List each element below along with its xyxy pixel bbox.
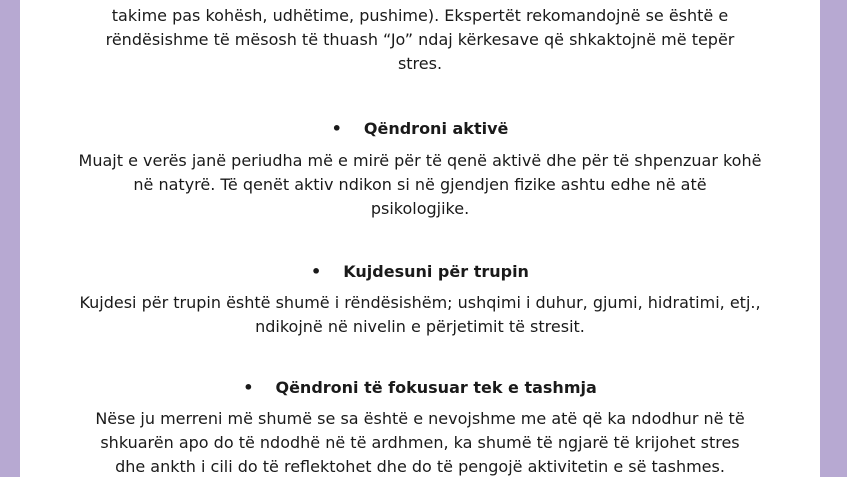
- paragraph-line: Muajt e verës janë periudha më e mirë për të qenë aktivë dhe për të shpenzuar kohë: [78, 151, 762, 170]
- bullet-icon: •: [311, 262, 322, 281]
- paragraph-line: Nëse ju merreni më shumë se sa është e nevojshme me atë që ka ndodhur në të: [95, 409, 745, 428]
- paragraph-line: shkuarën apo do të ndodhë në të ardhmen, ka shumë të ngjarë të krijohet stres: [100, 433, 740, 452]
- intro-line-2: rëndësishme të mësosh të thuash “Jo” ndaj kërkesave që shkaktojnë më tepër: [105, 30, 735, 49]
- section-heading-active: [20, 117, 820, 141]
- document-page: [20, 0, 820, 477]
- paragraph-line: psikologjike.: [370, 199, 470, 218]
- paragraph-line: ndikojnë në nivelin e përjetimit të stresit.: [255, 317, 585, 336]
- section-heading-body: [20, 260, 820, 284]
- paragraph-line: Kujdesi për trupin është shumë i rëndësishëm; ushqimi i duhur, gjumi, hidratimi, etj.,: [79, 293, 761, 312]
- paragraph-line: në natyrë. Të qenët aktiv ndikon si në gjendjen fizike ashtu edhe në atë: [133, 175, 707, 194]
- intro-line-3: stres.: [397, 54, 443, 73]
- section-heading-present: [20, 376, 820, 400]
- section-paragraph-active: [20, 149, 820, 221]
- bullet-icon: •: [331, 119, 342, 138]
- section-title-body: Kujdesuni për trupin: [343, 262, 529, 281]
- bullet-icon: •: [243, 378, 254, 397]
- section-title-active: Qëndroni aktivë: [363, 119, 509, 138]
- intro-line-1: takime pas kohësh, udhëtime, pushime). Ekspertët rekomandojnë se është e: [111, 6, 729, 25]
- section-title-present: Qëndroni të fokusuar tek e tashmja: [275, 378, 597, 397]
- intro-paragraph: [20, 4, 820, 76]
- section-paragraph-present: [20, 407, 820, 477]
- section-paragraph-body: [20, 291, 820, 339]
- paragraph-line: dhe ankth i cili do të reflektohet dhe do të pengojë aktivitetin e së tashmes.: [115, 457, 725, 476]
